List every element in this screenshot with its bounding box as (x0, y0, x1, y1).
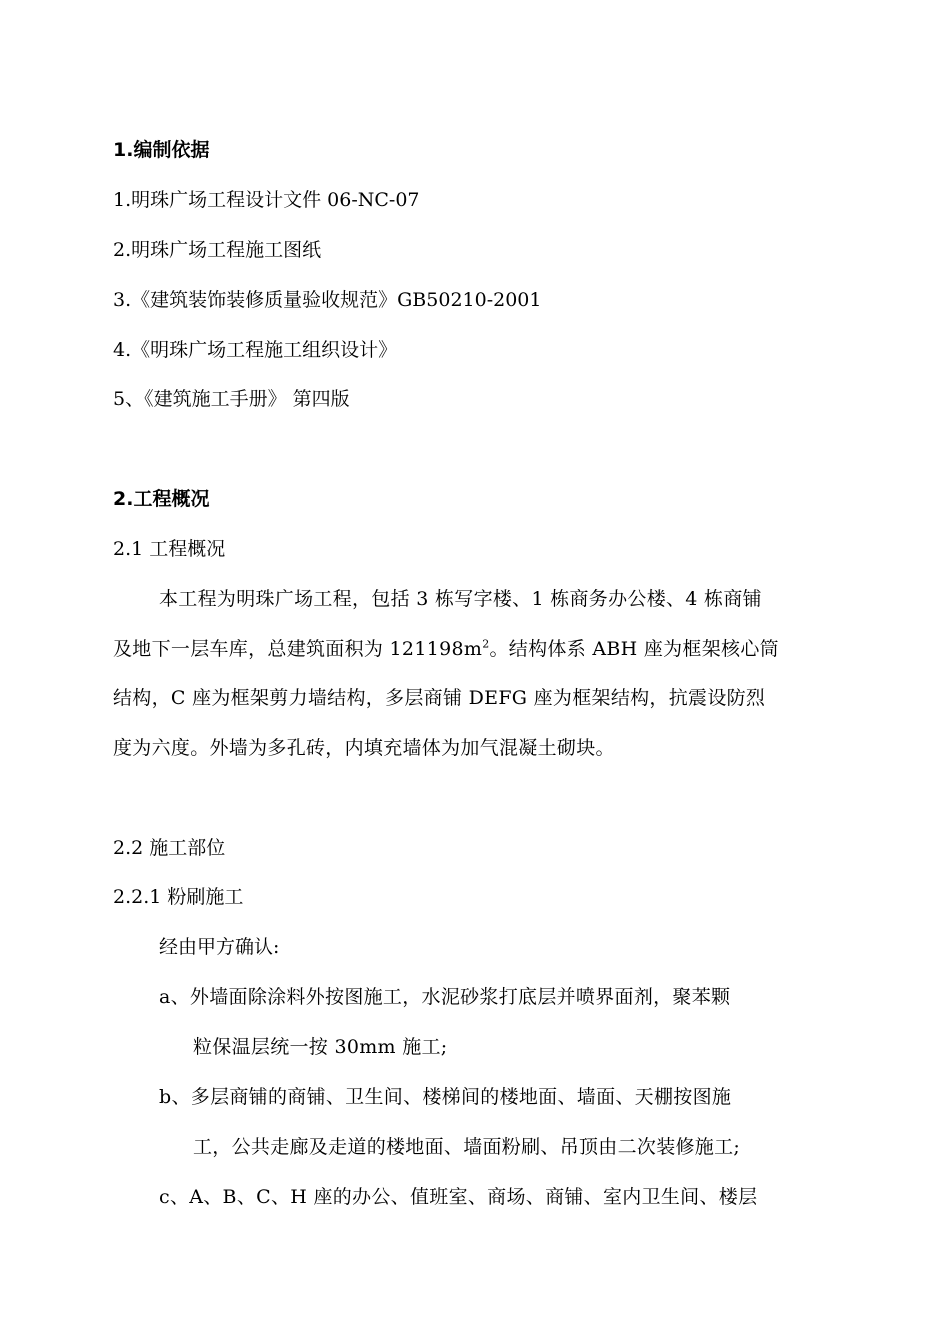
list-item-b-line-1: b、多层商铺的商铺、卫生间、楼梯间的楼地面、墙面、天棚按图施 (159, 1086, 732, 1108)
overview-line-2-text: 及地下一层车库，总建筑面积为 121198m (113, 638, 483, 660)
overview-line-2 (113, 637, 779, 661)
reference-item-1: 1.明珠广场工程设计文件 06-NC-07 (113, 189, 420, 211)
section-1-heading: 1.编制依据 (113, 139, 210, 161)
subsection-2-2-heading: 2.2 施工部位 (113, 837, 226, 859)
list-item-a-line-1: a、外墙面除涂料外按图施工，水泥砂浆打底层并喷界面剂，聚苯颗 (159, 986, 731, 1008)
list-item-b-line-2: 工，公共走廊及走道的楼地面、墙面粉刷、吊顶由二次装修施工; (193, 1136, 741, 1158)
list-item-c-line-1: c、A、B、C、H 座的办公、值班室、商场、商铺、室内卫生间、楼层 (159, 1186, 758, 1208)
list-item-a-line-2: 粒保温层统一按 30mm 施工; (193, 1036, 448, 1058)
reference-item-3: 3.《建筑装饰装修质量验收规范》GB50210-2001 (113, 289, 542, 311)
reference-item-5: 5、《建筑施工手册》 第四版 (113, 388, 350, 410)
subsection-2-1-heading: 2.1 工程概况 (113, 538, 226, 560)
overview-line-4: 度为六度。外墙为多孔砖，内填充墙体为加气混凝土砌块。 (113, 737, 615, 759)
confirm-text: 经由甲方确认: (159, 936, 280, 958)
subsection-2-2-1-heading: 2.2.1 粉刷施工 (113, 886, 244, 908)
reference-item-4: 4.《明珠广场工程施工组织设计》 (113, 339, 398, 361)
overview-line-2-tail: 。结构体系 ABH 座为框架核心筒 (489, 638, 779, 660)
section-2-heading: 2.工程概况 (113, 488, 210, 510)
overview-line-3: 结构，C 座为框架剪力墙结构，多层商铺 DEFG 座为框架结构，抗震设防烈 (113, 687, 766, 709)
superscript-2: 2 (482, 637, 490, 651)
reference-item-2: 2.明珠广场工程施工图纸 (113, 239, 322, 261)
overview-line-1: 本工程为明珠广场工程，包括 3 栋写字楼、1 栋商务办公楼、4 栋商铺 (159, 588, 762, 610)
